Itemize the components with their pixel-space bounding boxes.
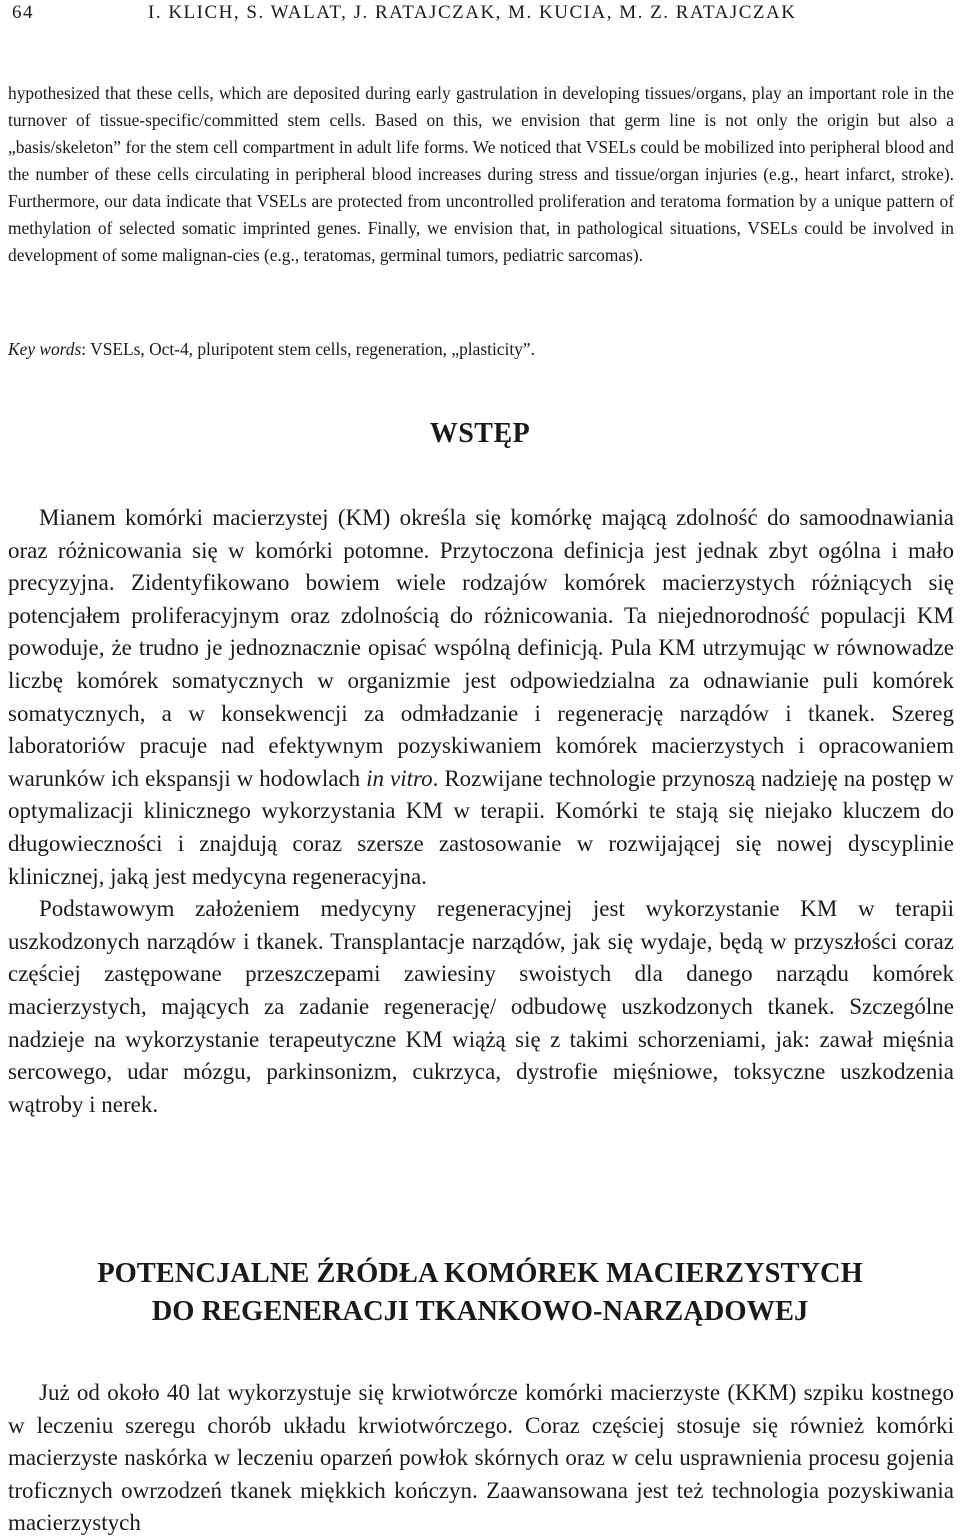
running-head-authors: I. KLICH, S. WALAT, J. RATAJCZAK, M. KUCIA, M. Z. RATAJCZAK (148, 2, 797, 23)
paragraph (8, 502, 954, 893)
heading-line: DO REGENERACJI TKANKOWO-NARZĄDOWEJ (151, 1296, 809, 1327)
keywords-label: Key words (8, 339, 82, 359)
paragraph: Podstawowym założeniem medycyny regeneracyjnej jest wykorzystanie KM w terapii uszkodzonych narządów i tkanek. Transplantacje narządów, jak się wydaje, będą w przyszłości coraz częściej zastępowane przeszczepami zawiesiny swoistych dla danego narządu komórek macierzystych, mających za zadanie regenerację/ odbudowę uszkodzonych tkanek. Szczególne nadzieje na wykorzystanie terapeutyczne KM wiążą się z takimi schorzeniami, jak: zawał mięśnia sercowego, udar mózgu, parkinsonizm, cukrzyca, dystrofie mięśniowe, toksyczne uszkodzenia wątroby i nerek. (8, 896, 954, 1117)
paragraph-text: Mianem komórki macierzystej (KM) określa się komórkę mającą zdolność do samoodnawiania oraz różnicowania się w komórki potomne. Przytoczona definicja jest jednak zbyt ogólna i mało precyzyjna. Zidentyfikowano bowiem wiele rodzajów komórek macierzystych różniących się potencjałem proliferacyjnym oraz zdolnością do różnicowania. Ta niejednorodność populacji KM powoduje, że trudno je jednoznacznie opisać wspólną definicją. Pula KM utrzymując w równowadze liczbę komórek somatycznych w organizmie jest odpowiedzialna za odnawianie puli komórek somatycznych, a w konsekwencji za odmładzanie i regenerację narządów i tkanek. Szereg laboratoriów pracuje nad efektywnym pozyskiwaniem komórek macierzystych i opracowaniem warunków ich ekspansji w hodowlach (8, 505, 954, 791)
abstract (8, 80, 954, 269)
paragraph-text: . Rozwijane technologie przynoszą nadzieję na postęp w optymalizacji klinicznego wykorzystania KM w terapii. Komórki te stają się niejako kluczem do długowieczności i znajdują coraz szersze zastosowanie w rozwijającej się nowej dyscyplinie klinicznej, jaką jest medycyna regeneracyjna. (8, 765, 955, 889)
section-wstep-body (8, 502, 954, 1121)
heading-line: POTENCJALNE ŹRÓDŁA KOMÓREK MACIERZYSTYCH (97, 1258, 863, 1289)
section-sources-body (8, 1377, 954, 1540)
section-heading-wstep: WSTĘP (429, 418, 531, 449)
page-number: 64 (12, 2, 34, 23)
italic-term: in vitro (366, 765, 433, 791)
running-header (12, 2, 952, 26)
section-heading-sources (0, 1255, 960, 1331)
abstract-text: hypothesized that these cells, which are deposited during early gastrulation in developing tissues/organs, play an important role in the turnover of tissue-specific/committed stem cells. Based on this, we envision that germ line is not only the origin but also a „basis/skeleton” for the stem cell compartment in adult life forms. We noticed that VSELs could be mobilized into peripheral blood and the number of these cells circulating in peripheral blood increases during stress and tissue/organ injuries (e.g., heart infarct, stroke). Furthermore, our data indicate that VSELs are protected from uncontrolled proliferation and teratoma formation by a unique pattern of methylation of selected somatic imprinted genes. Finally, we envision that, in pathological situations, VSELs could be involved in development of some malignan-cies (e.g., teratomas, germinal tumors, pediatric sarcomas). (8, 83, 954, 265)
keywords-text: : VSELs, Oct-4, pluripotent stem cells, regeneration, „plasticity”. (81, 339, 535, 359)
paragraph: Już od około 40 lat wykorzystuje się krwiotwórcze komórki macierzyste (KKM) szpiku kostnego w leczeniu szeregu chorób układu krwiotwórczego. Coraz częściej stosuje się również komórki macierzyste naskórka w leczeniu oparzeń powłok skórnych oraz w celu usprawnienia procesu gojenia troficznych owrzodzeń tkanek miękkich kończyn. Zaawansowana jest też technologia pozyskiwania macierzystych (8, 1380, 954, 1536)
keywords-line (8, 336, 954, 363)
